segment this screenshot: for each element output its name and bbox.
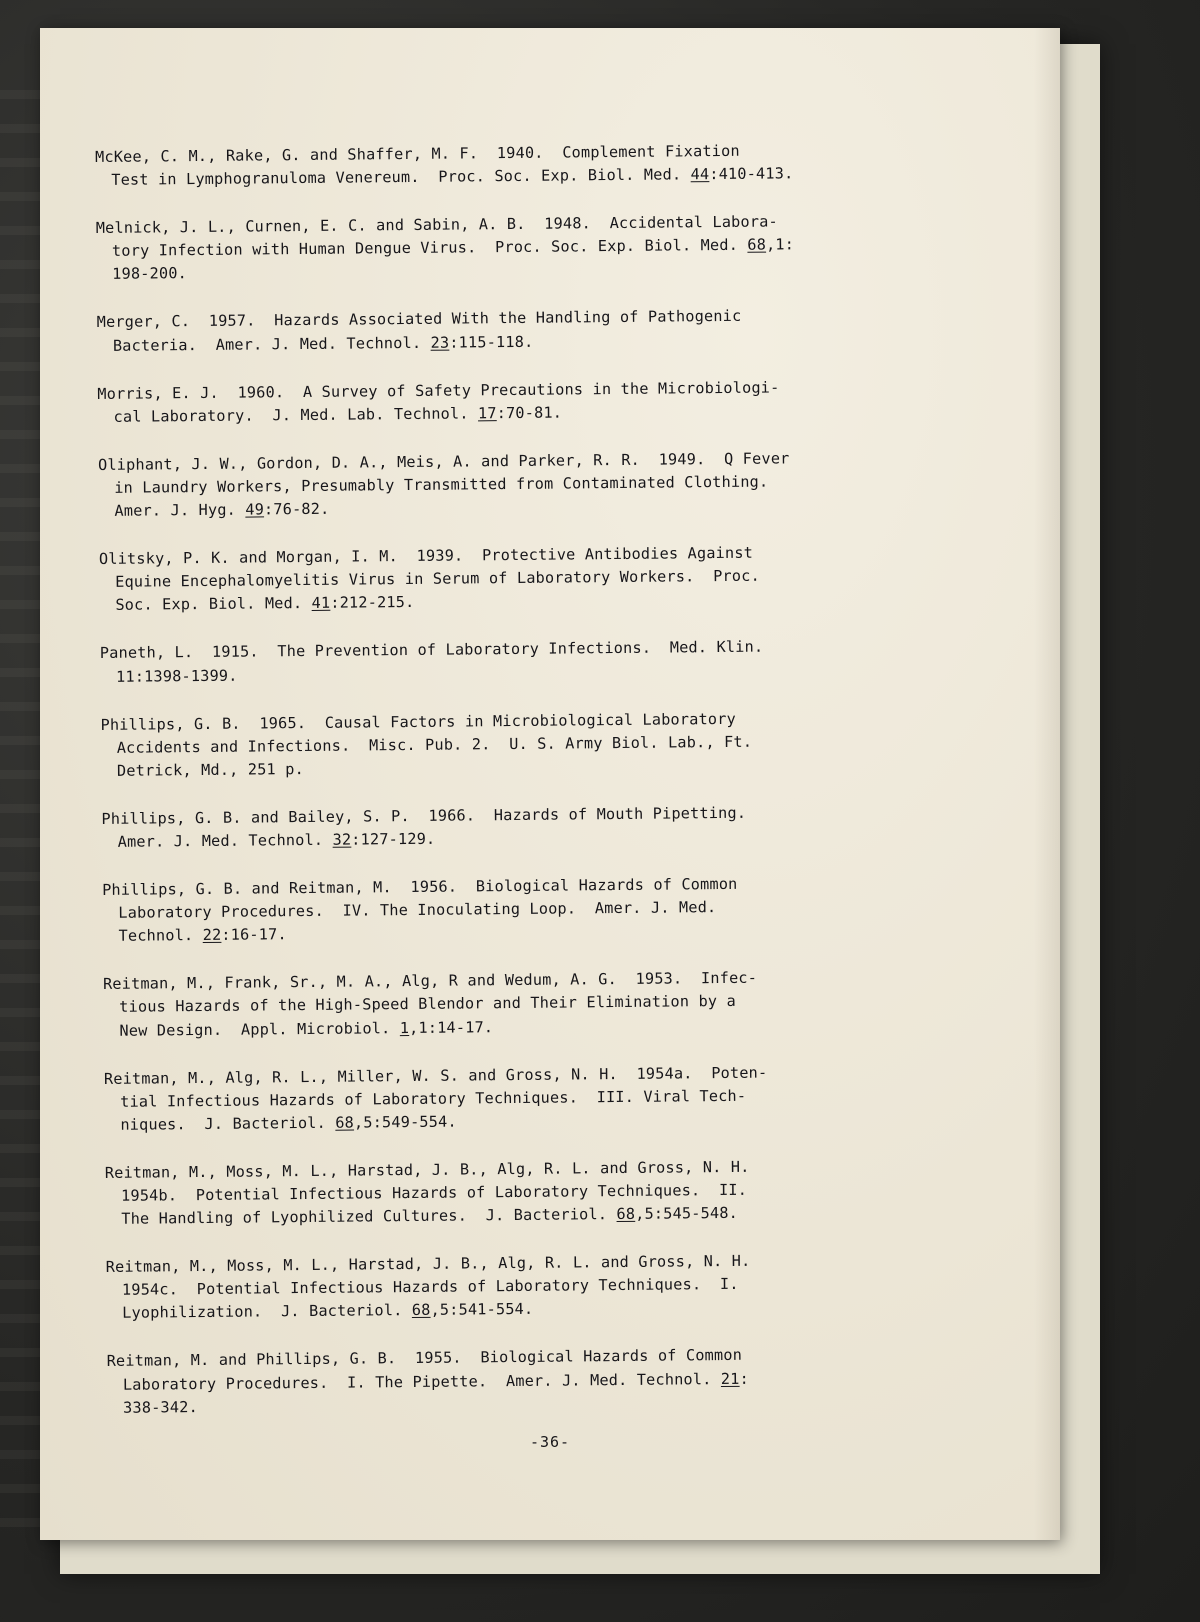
reference-entry (106, 1248, 977, 1326)
reference-line: New Design. Appl. Microbiol. 1,1:14-17. (119, 1017, 494, 1040)
reference-line: Morris, E. J. 1960. A Survey of Safety Precautions in the Microbiologi- (97, 378, 780, 403)
reference-line: 1954c. Potential Infectious Hazards of Laboratory Techniques. I. (121, 1275, 739, 1300)
reference-line: tious Hazards of the High-Speed Blendor and Their Elimination by a (119, 992, 737, 1017)
reference-line: 1954b. Potential Infectious Hazards of Laboratory Techniques. II. (120, 1180, 748, 1205)
reference-entry (95, 138, 965, 193)
reference-list (95, 138, 977, 1445)
reference-line: 198-200. (112, 264, 188, 284)
reference-line: tory Infection with Human Dengue Virus. Proc. Soc. Exp. Biol. Med. 68,1: (111, 235, 795, 261)
reference-line: Reitman, M., Alg, R. L., Miller, W. S. and Gross, N. H. 1954a. Poten- (103, 1063, 768, 1088)
reference-line: Reitman, M., Moss, M. L., Harstad, J. B., Alg, R. L. and Gross, N. H. (104, 1157, 750, 1182)
reference-entry (97, 303, 967, 358)
reference-entry (107, 1342, 978, 1420)
reference-entry (96, 209, 967, 287)
reference-line: Lyophilization. J. Bacteriol. 68,5:541-554. (122, 1300, 534, 1323)
reference-line: Technol. 22:16-17. (118, 925, 287, 946)
reference-line: Equine Encephalomyelitis Virus in Serum of Laboratory Workers. Proc. (115, 566, 760, 592)
reference-line: Amer. J. Hyg. 49:76-82. (114, 499, 330, 520)
reference-line: Detrick, Md., 251 p. (116, 759, 304, 780)
reference-line: Reitman, M., Moss, M. L., Harstad, J. B., Alg, R. L. and Gross, N. H. (105, 1251, 751, 1277)
reference-line: Melnick, J. L., Curnen, E. C. and Sabin, A. B. 1948. Accidental Labora- (95, 212, 778, 238)
reference-line: 11:1398-1399. (116, 666, 238, 686)
reference-entry (100, 705, 971, 783)
reference-line: Test in Lymphogranuloma Venereum. Proc. Soc. Exp. Biol. Med. 44:410-413. (111, 164, 794, 189)
reference-entry (105, 1154, 976, 1232)
page-number: -36- (529, 1433, 571, 1451)
reference-line: Oliphant, J. W., Gordon, D. A., Meis, A. and Parker, R. R. 1949. Q Fever (97, 449, 790, 474)
reference-line: Accidents and Infections. Misc. Pub. 2. U. S. Army Biol. Lab., Ft. (116, 732, 753, 757)
reference-line: Laboratory Procedures. I. The Pipette. Amer. J. Med. Technol. 21: (122, 1369, 749, 1394)
reference-line: Merger, C. 1957. Hazards Associated With the Handling of Pathogenic (96, 307, 742, 332)
reference-entry (101, 799, 971, 854)
reference-entry (98, 445, 969, 523)
reference-entry (97, 374, 967, 429)
reference-entry (104, 1059, 975, 1137)
reference-line: Laboratory Procedures. IV. The Inoculating Loop. Amer. J. Med. (118, 898, 717, 922)
reference-line: McKee, C. M., Rake, G. and Shaffer, M. F. 1940. Complement Fixation (95, 141, 740, 166)
reference-line: The Handling of Lyophilized Cultures. J. Bacteriol. 68,5:545-548. (121, 1203, 739, 1228)
reference-line: Soc. Exp. Biol. Med. 41:212-215. (115, 593, 415, 615)
reference-line: cal Laboratory. J. Med. Lab. Technol. 17:70-81. (113, 403, 563, 426)
reference-line: Reitman, M. and Phillips, G. B. 1955. Biological Hazards of Common (106, 1346, 743, 1371)
reference-line: Bacteria. Amer. J. Med. Technol. 23:115-118. (112, 332, 534, 355)
reference-line: Phillips, G. B. and Bailey, S. P. 1966. Hazards of Mouth Pipetting. (101, 803, 747, 828)
document-page (40, 28, 1060, 1540)
reference-entry (103, 965, 974, 1043)
reference-entry (100, 634, 970, 689)
reference-line: Olitsky, P. K. and Morgan, I. M. 1939. Protective Antibodies Against (98, 543, 754, 569)
reference-line: Paneth, L. 1915. The Prevention of Laboratory Infections. Med. Klin. (99, 638, 764, 663)
reference-line: Phillips, G. B. and Reitman, M. 1956. Biological Hazards of Common (102, 874, 738, 900)
reference-line: 338-342. (123, 1397, 198, 1417)
reference-line: Reitman, M., Frank, Sr., M. A., Alg, R and Wedum, A. G. 1953. Infec- (102, 969, 758, 994)
reference-line: Amer. J. Med. Technol. 32:127-129. (117, 829, 436, 851)
reference-entry (102, 871, 973, 949)
reference-line: niques. J. Bacteriol. 68,5:549-554. (120, 1112, 457, 1134)
reference-entry (99, 540, 970, 618)
reference-line: Phillips, G. B. 1965. Causal Factors in Microbiological Laboratory (100, 709, 736, 734)
reference-line: tial Infectious Hazards of Laboratory Techniques. III. Viral Tech- (120, 1086, 747, 1111)
reference-line: in Laundry Workers, Presumably Transmitted from Contaminated Clothing. (114, 472, 769, 497)
